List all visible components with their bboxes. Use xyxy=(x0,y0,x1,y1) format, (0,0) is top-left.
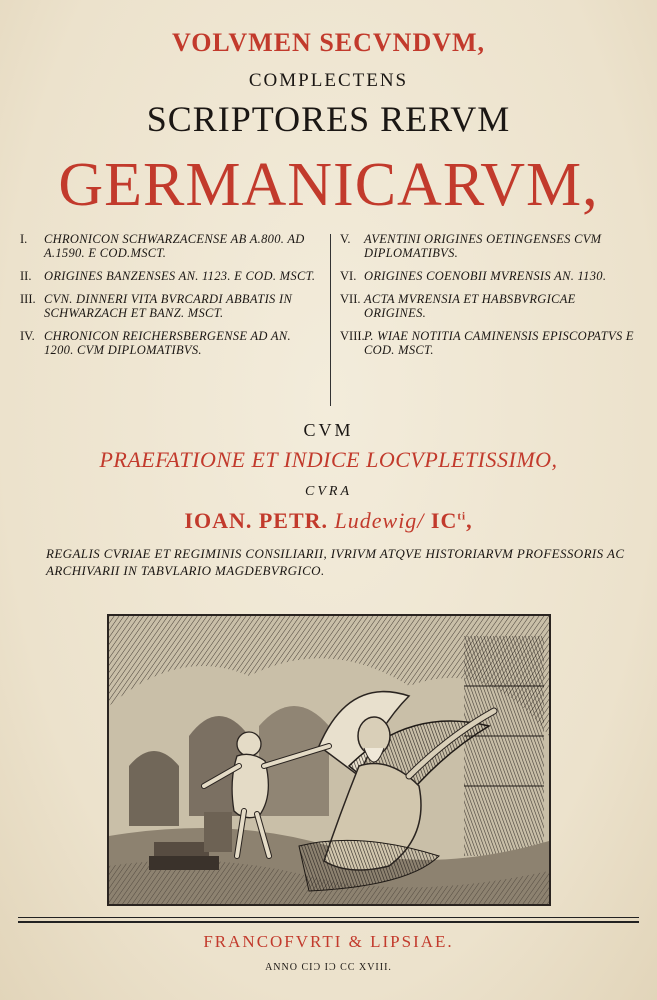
table-of-contents xyxy=(20,232,640,412)
complectens-line: COMPLECTENS xyxy=(248,70,409,91)
entry-number: VI. xyxy=(340,269,357,283)
contents-entry xyxy=(20,232,320,260)
author-end: , xyxy=(466,508,473,533)
entry-text: ORIGINES BANZENSES AN. 1123. E COD. MSCT. xyxy=(44,269,316,283)
contents-entry xyxy=(340,232,640,260)
engraving-illustration xyxy=(107,614,551,906)
entry-number: V. xyxy=(340,232,351,246)
author-name: Ludewig/ xyxy=(334,508,425,533)
cura-line: CVRA xyxy=(305,484,352,499)
entry-text: ACTA MVRENSIA ET HABSBVRGICAE ORIGINES. xyxy=(364,292,576,320)
entry-number: VIII. xyxy=(340,329,365,343)
entry-text: CVN. DINNERI VITA BVRCARDI ABBATIS IN SCHWARZACH ET BANZ. MSCT. xyxy=(44,292,293,320)
contents-entry xyxy=(20,292,320,320)
contents-entry xyxy=(20,329,320,357)
germanicarum-line: GERMANICARVM, xyxy=(58,151,599,219)
entry-number: III. xyxy=(20,292,36,306)
double-rule-bottom xyxy=(18,921,639,923)
entry-text: AVENTINI ORIGINES OETINGENSES CVM DIPLOMATIBVS. xyxy=(364,232,602,260)
entry-text: P. WIAE NOTITIA CAMINENSIS EPISCOPATVS E COD. MSCT. xyxy=(364,329,634,357)
contents-entry xyxy=(340,329,640,357)
contents-entry xyxy=(20,269,320,283)
entry-text: CHRONICON SCHWARZACENSE AB A.800. AD A.1590. E COD.MSCT. xyxy=(44,232,305,260)
contents-left-column xyxy=(20,232,320,366)
entry-number: VII. xyxy=(340,292,361,306)
entry-text: ORIGINES COENOBII MVRENSIS AN. 1130. xyxy=(364,269,607,283)
contents-entry xyxy=(340,269,640,283)
author-line xyxy=(0,508,657,534)
scriptores-line: SCRIPTORES RERVM xyxy=(146,99,511,139)
praefatione-line: PRAEFATIONE ET INDICE LOCVPLETISSIMO, xyxy=(99,447,558,472)
author-suffix: IC xyxy=(430,508,458,533)
volume-title: VOLVMEN SECVNDVM, xyxy=(171,28,486,57)
imprint-place: FRANCOFVRTI & LIPSIAE. xyxy=(203,932,454,951)
imprint-year: ANNO CIƆ IƆ CC XVIII. xyxy=(265,962,392,973)
author-sup: ti xyxy=(457,510,467,523)
cvm-line: CVM xyxy=(303,420,354,440)
author-titles: REGALIS CVRIAE ET REGIMINIS CONSILIARII, IVRIVM ATQVE HISTORIARVM PROFESSORIS AC ARCHIVARII IN TABVLARIO MAGDEBVRGICO. xyxy=(46,546,625,578)
contents-entry xyxy=(340,292,640,320)
contents-right-column xyxy=(340,232,640,366)
engraving-image xyxy=(109,616,549,904)
column-divider xyxy=(330,234,331,406)
double-rule-top xyxy=(18,917,639,918)
entry-number: I. xyxy=(20,232,28,246)
author-prefix: IOAN. PETR. xyxy=(184,508,329,533)
entry-number: IV. xyxy=(20,329,35,343)
entry-text: CHRONICON REICHERSBERGENSE AD AN. 1200. CVM DIPLOMATIBVS. xyxy=(44,329,291,357)
entry-number: II. xyxy=(20,269,32,283)
